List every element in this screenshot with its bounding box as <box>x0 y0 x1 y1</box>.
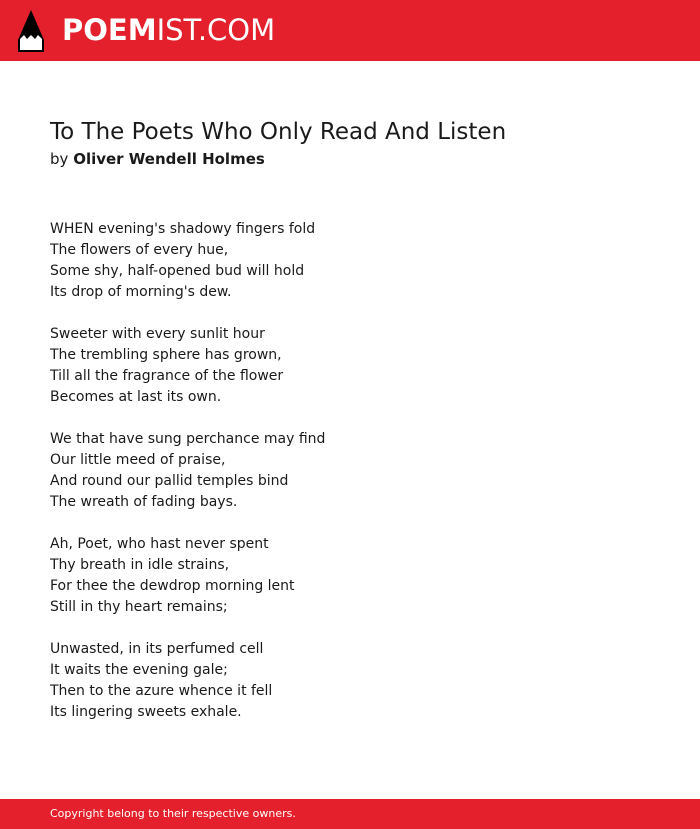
poem-title: To The Poets Who Only Read And Listen <box>50 119 507 145</box>
logo-text-bold: POEM <box>62 13 157 47</box>
poem-line: Our little meed of praise, <box>50 452 226 468</box>
poem-line: Then to the azure whence it fell <box>50 683 273 699</box>
poem-line: WHEN evening's shadowy fingers fold <box>50 221 316 237</box>
by-label: by <box>50 150 69 168</box>
poem-line: For thee the dewdrop morning lent <box>50 578 295 594</box>
poem-line: Becomes at last its own. <box>50 389 222 405</box>
stanza <box>50 639 650 723</box>
copyright-notice: Copyright belong to their respective owners. <box>50 807 296 820</box>
poem-line: Unwasted, in its perfumed cell <box>50 641 264 657</box>
stanza <box>50 534 650 618</box>
logo-text-light: IST.COM <box>156 13 276 47</box>
poem-line: Till all the fragrance of the flower <box>50 368 284 384</box>
poem-body <box>50 219 650 744</box>
poem-line: Its lingering sweets exhale. <box>50 704 242 720</box>
site-logo[interactable] <box>62 12 275 48</box>
site-header <box>0 0 700 61</box>
poem-line: Some shy, half-opened bud will hold <box>50 263 305 279</box>
poem-line: And round our pallid temples bind <box>50 473 289 489</box>
poem-line: Its drop of morning's dew. <box>50 284 232 300</box>
poem-line: The flowers of every hue, <box>50 242 229 258</box>
poem-line: It waits the evening gale; <box>50 662 228 678</box>
poem-line: The wreath of fading bays. <box>50 494 238 510</box>
poem-line: Thy breath in idle strains, <box>50 557 230 573</box>
site-footer <box>0 799 700 829</box>
poem-line: Sweeter with every sunlit hour <box>50 326 265 342</box>
poem-line: Still in thy heart remains; <box>50 599 228 615</box>
pencil-icon <box>18 10 44 52</box>
poem-author: Oliver Wendell Holmes <box>73 150 265 168</box>
poem-line: Ah, Poet, who hast never spent <box>50 536 269 552</box>
poem-line: The trembling sphere has grown, <box>50 347 282 363</box>
poem-byline <box>50 149 265 169</box>
poem-line: We that have sung perchance may find <box>50 431 326 447</box>
stanza <box>50 429 650 513</box>
stanza <box>50 219 650 303</box>
stanza <box>50 324 650 408</box>
